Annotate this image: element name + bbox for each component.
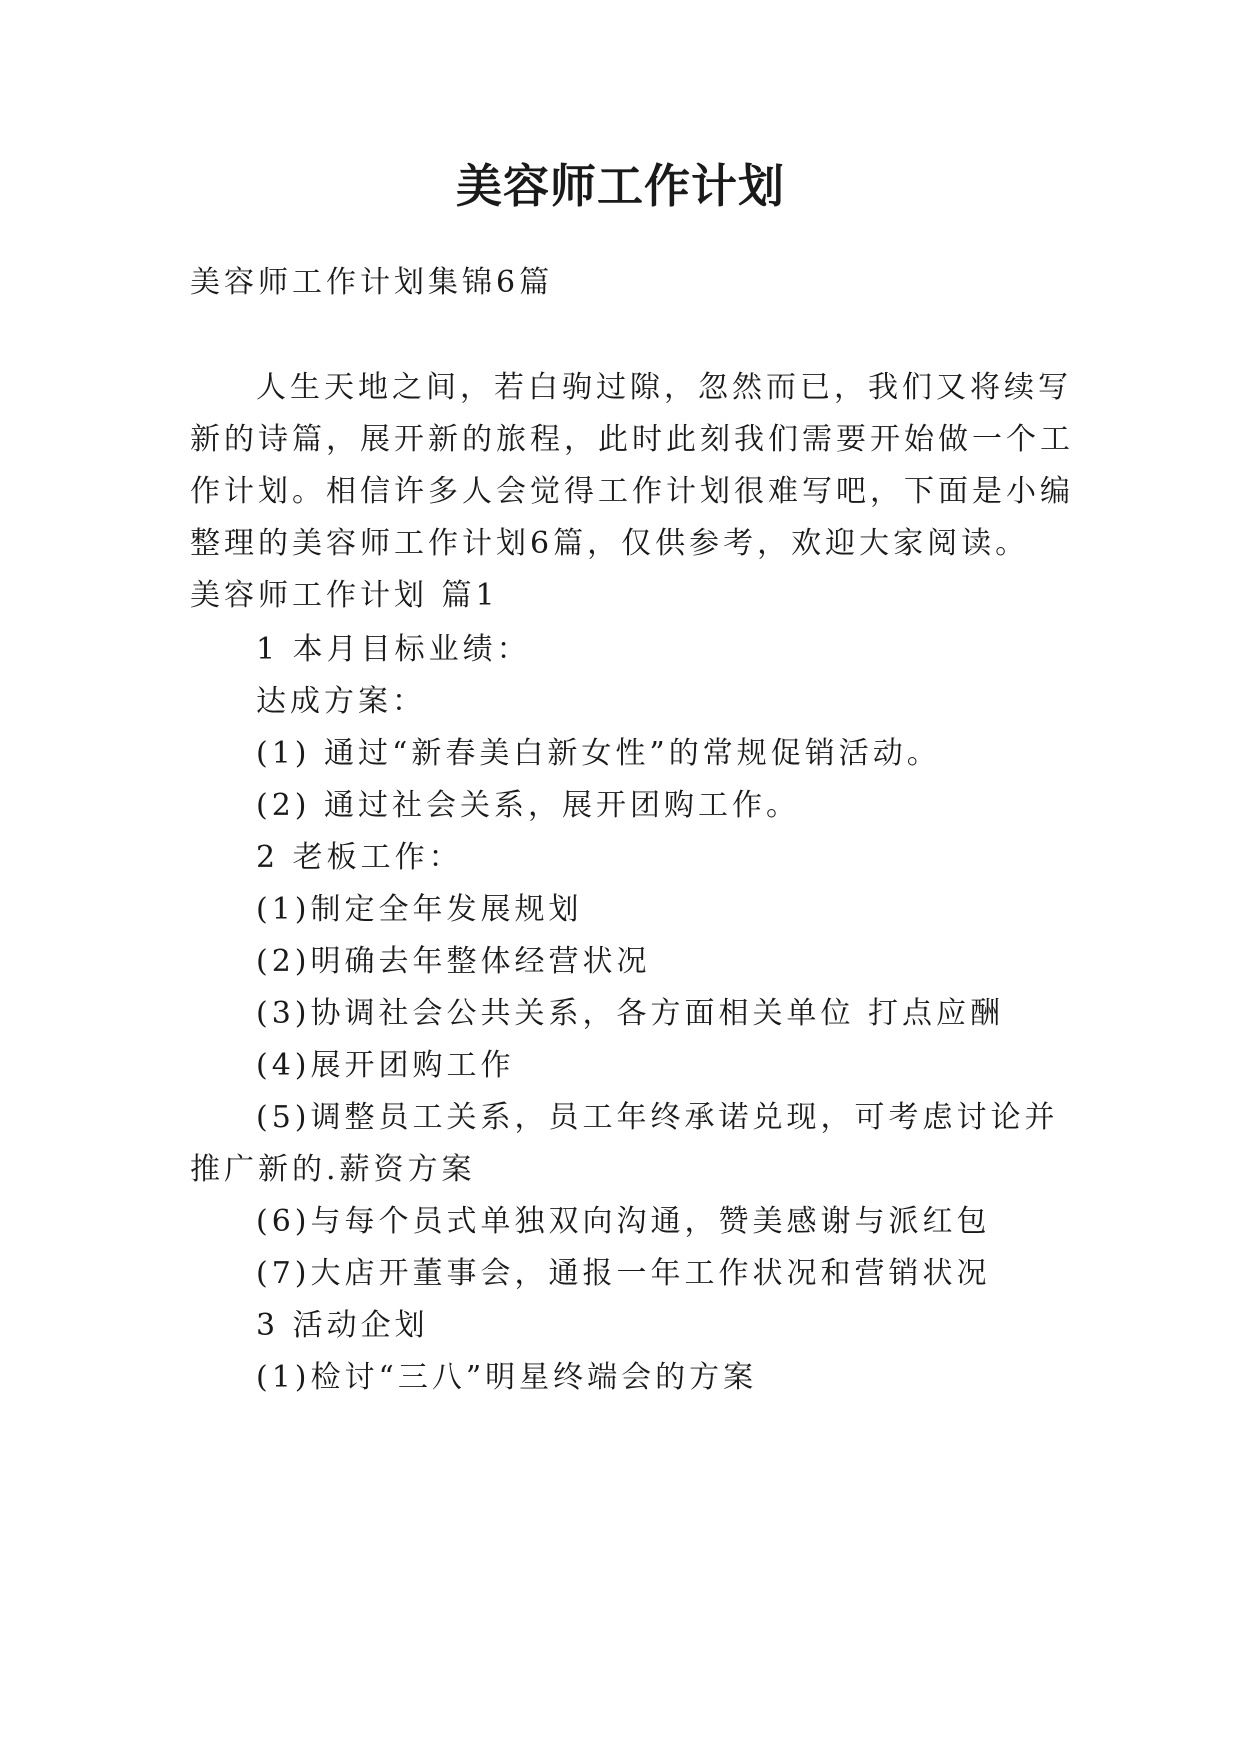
list-item-campaign: 3 活动企划 — [256, 1308, 429, 1343]
list-item-boss-1: (1)制定全年发展规划 — [256, 892, 583, 927]
list-item-boss-3: (3)协调社会公共关系，各方面相关单位 打点应酬 — [256, 996, 1005, 1031]
section-heading: 美容师工作计划 篇1 — [190, 578, 499, 613]
list-item-boss-6: (6)与每个员式单独双向沟通，赞美感谢与派红包 — [256, 1204, 991, 1239]
list-item-boss-4: (4)展开团购工作 — [256, 1048, 515, 1083]
intro-line-2: 新的诗篇，展开新的旅程，此时此刻我们需要开始做一个工 — [190, 422, 1074, 457]
list-item-plan-1: (1) 通过“新春美白新女性”的常规促销活动。 — [256, 736, 941, 771]
list-item-target: 1 本月目标业绩： — [256, 632, 531, 667]
intro-line-4: 整理的美容师工作计划6篇，仅供参考，欢迎大家阅读。 — [190, 526, 1030, 561]
list-item-plan: 达成方案： — [256, 684, 426, 719]
document-subtitle: 美容师工作计划集锦6篇 — [190, 265, 554, 300]
list-item-boss-5-cont: 推广新的.薪资方案 — [190, 1152, 476, 1187]
list-item-campaign-1: (1)检讨“三八”明星终端会的方案 — [256, 1360, 758, 1395]
intro-line-3: 作计划。相信许多人会觉得工作计划很难写吧，下面是小编 — [190, 474, 1074, 509]
list-item-plan-2: (2) 通过社会关系，展开团购工作。 — [256, 788, 801, 823]
list-item-boss-7: (7)大店开董事会，通报一年工作状况和营销状况 — [256, 1256, 991, 1291]
document-title: 美容师工作计划 — [456, 159, 785, 213]
intro-line-1: 人生天地之间，若白驹过隙，忽然而已，我们又将续写 — [256, 370, 1072, 405]
list-item-boss-work: 2 老板工作： — [256, 840, 463, 875]
list-item-boss-2: (2)明确去年整体经营状况 — [256, 944, 651, 979]
list-item-boss-5: (5)调整员工关系，员工年终承诺兑现，可考虑讨论并 — [256, 1100, 1059, 1135]
